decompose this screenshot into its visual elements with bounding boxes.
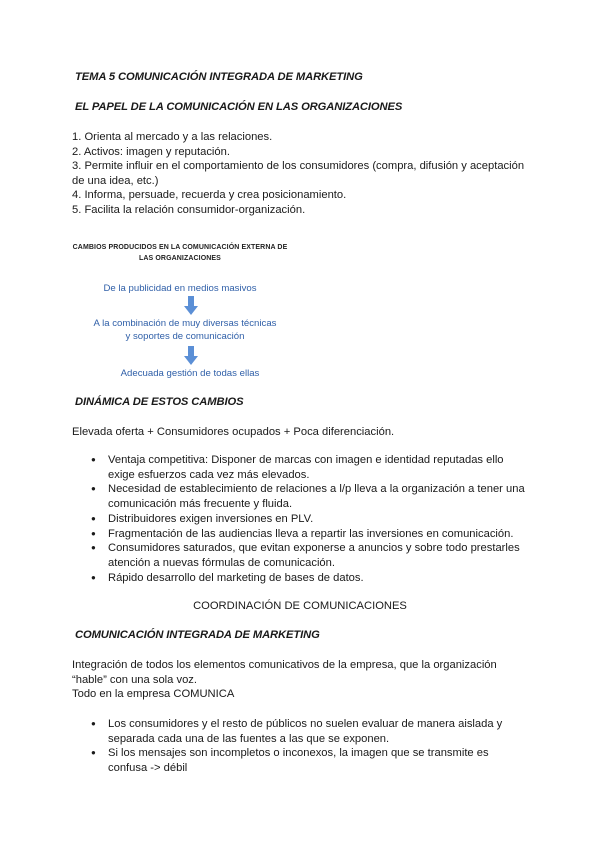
diagram-step-2-line1: A la combinación de muy diversas técnicas <box>93 318 277 329</box>
list-item: de una idea, etc.) <box>72 174 159 187</box>
list-item: 2. Activos: imagen y reputación. <box>72 145 230 158</box>
diagram-title <box>60 242 300 264</box>
down-arrow-icon <box>184 346 198 366</box>
list-item: ● Los consumidores y el resto de públicos no suelen evaluar de manera aislada y separada cada una de las fuentes a las que se exponen. <box>108 717 528 746</box>
section-heading-papel: EL PAPEL DE LA COMUNICACIÓN EN LAS ORGANIZACIONES <box>75 101 403 113</box>
list-item: ● Fragmentación de las audiencias lleva a repartir las inversiones en comunicación. <box>108 527 528 542</box>
list-item: ● Ventaja competitiva: Disponer de marcas con imagen e identidad reputadas ello exige esfuerzos cada vez más elevados. <box>108 453 528 482</box>
bullet-list-dinamica <box>108 453 528 585</box>
list-item: 1. Orienta al mercado y a las relaciones. <box>72 131 273 143</box>
list-item: ● Necesidad de establecimiento de relaciones a l/p lleva a la organización a tener una comunicación más frecuente y fluida. <box>108 482 528 511</box>
section-heading-dinamica: DINÁMICA DE ESTOS CAMBIOS <box>75 396 244 408</box>
changes-diagram <box>60 238 360 388</box>
document-title: TEMA 5 COMUNICACIÓN INTEGRADA DE MARKETING <box>75 71 363 83</box>
list-item: ● Distribuidores exigen inversiones en PLV. <box>108 512 528 527</box>
list-item: 4. Informa, persuade, recuerda y crea posicionamiento. <box>72 189 347 202</box>
list-item: ● Consumidores saturados, que evitan exponerse a anuncios y sobre todo prestarles atención a nuevas fórmulas de comunicación. <box>108 541 528 570</box>
diagram-step-3: Adecuada gestión de todas ellas <box>120 368 260 379</box>
centered-heading: COORDINACIÓN DE COMUNICACIONES <box>193 600 407 612</box>
bullet-list-cim <box>108 717 528 776</box>
down-arrow-icon <box>184 296 198 316</box>
list-item: ● Rápido desarrollo del marketing de bases de datos. <box>108 571 528 586</box>
dinamica-intro: Elevada oferta + Consumidores ocupados + Poca diferenciación. <box>72 426 395 438</box>
list-item: ● Si los mensajes son incompletos o inconexos, la imagen que se transmite es confusa -> débil <box>108 746 528 775</box>
list-item: 3. Permite influir en el comportamiento de los consumidores (compra, difusión y aceptación <box>72 160 525 173</box>
diagram-step-1: De la publicidad en medios masivos <box>103 283 257 294</box>
list-item: 5. Facilita la relación consumidor-organización. <box>72 203 306 216</box>
cim-paragraph: Integración de todos los elementos comunicativos de la empresa, que la organización “hable” con una sola voz. Todo en la empresa COMUNICA <box>72 659 497 701</box>
numbered-list-papel <box>72 130 532 218</box>
diagram-title-line1: CAMBIOS PRODUCIDOS EN LA COMUNICACIÓN EXTERNA DE <box>72 244 288 251</box>
diagram-step-2 <box>70 318 300 343</box>
diagram-title-line2: LAS ORGANIZACIONES <box>139 255 221 262</box>
diagram-step-2-line2: y soportes de comunicación <box>125 330 245 342</box>
section-heading-cim: COMUNICACIÓN INTEGRADA DE MARKETING <box>75 629 320 641</box>
